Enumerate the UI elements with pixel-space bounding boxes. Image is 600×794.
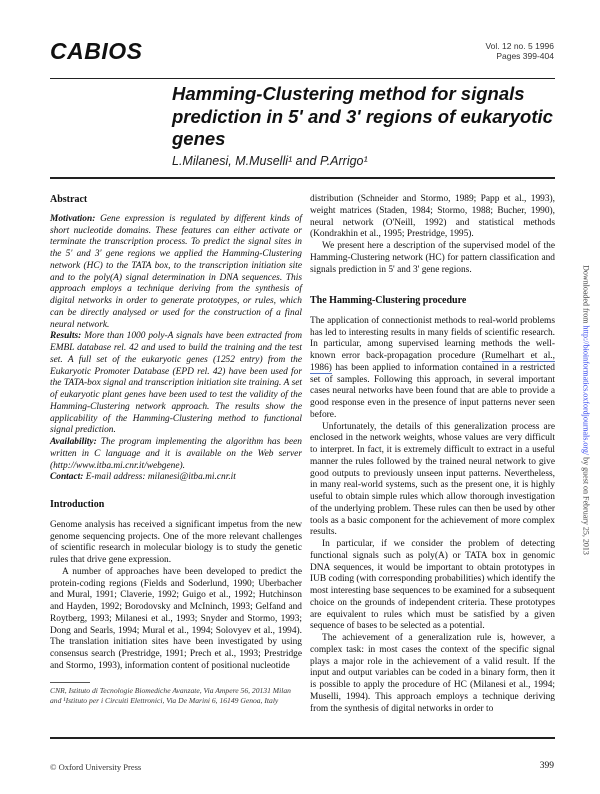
abstract-heading: Abstract [50, 194, 88, 205]
procedure-paragraph-2: Unfortunately, the details of this generalization process are enclosed in the network weights, whose values are very difficult to interpret. In fact, it is extremely difficult to extract in a useful manner the rules followed by the trained neural network to give good outputs to previously unseen input patterns. Nevertheless, in many real-world systems, such as the present one, it is highly useful to obtain simple rules which allow thorough investigation of the underlying problem. These rules can then be used by other tools as a basic component for the achievement of more complex results. [310, 421, 555, 538]
authors: L.Milanesi, M.Muselli¹ and P.Arrigo¹ [172, 154, 368, 168]
volume-issue: Vol. 12 no. 5 1996 [485, 41, 554, 51]
page-number: 399 [539, 761, 554, 771]
intro-paragraph-1: Genome analysis has received a significant impetus from the new genome sequencing projects. One of the more relevant challenges of scientific research in molecular biology is to study the genetic rules that drive gene expression. [50, 519, 302, 565]
abstract-availability: Availability: The program implementing the algorithm has been written in C language and it is available on the Web server (http://www.itba.mi.cnr.it/webgene). [50, 437, 302, 471]
abstract-section [50, 194, 302, 484]
abstract-motivation: Motivation: Gene expression is regulated by different kinds of short nucleotide domains. These features can either activate or terminate the transcription process. To predict the signal sites in the 5' and 3' gene regions we applied the Hamming-Clustering network (HC) to the TATA box, to the transcription initiation site and to the poly(A) signal determination in DNA sequences. This approach employs a technique deriving from the synthesis of digital networks in order to generate prototypes, or rules, which can be directly analysed or used for the construction of a final neural network. [50, 213, 302, 330]
introduction-heading: Introduction [50, 499, 105, 510]
header-rule [50, 78, 555, 79]
procedure-paragraph-1: The application of connectionist methods to real-world problems has led to interesting results in many fields of scientific research. In particular, among supervised learning methods the well-known error back-propagation procedure (Rumelhart et al., 1986) has been applied to information contained in a restricted set of samples. Following this approach, in several important cases neural networks have been found that are able to provide a good response even in the presence of input patterns never seen before. [310, 315, 555, 420]
procedure-paragraph-4: The achievement of a generalization rule is, however, a complex task: in most cases the context of the specific signal plays a major role in the achievement of a valid result. If the input and output variables can be coded in a binary form, then it is possible to apply the procedure of HC (Milanesi et al., 1994; Muselli, 1994). This approach employs a technique deriving from the synthesis of digital networks in order to [310, 633, 555, 714]
publisher-copyright: © Oxford University Press [50, 762, 142, 772]
volume-info [485, 41, 554, 61]
footnote-rule [50, 682, 90, 683]
rumelhart-reference-link[interactable]: (Rumelhart et al., 1986) [310, 351, 555, 373]
intro-paragraph-2-cont: distribution (Schneider and Stormo, 1989; Papp et al., 1993), weight matrices (Staden, 1984; Stormo, 1988; Bucher, 1990), neural network (O'Neill, 1992) and statistical methods (Kondrakhin et al., 1995; Prestridge, 1995). [310, 194, 555, 240]
page-range: Pages 399-404 [496, 51, 554, 61]
procedure-heading: The Hamming-Clustering procedure [310, 295, 467, 306]
affiliation-footnote: CNR, Istituto di Tecnologie Biomediche Avanzate, Via Ampere 56, 20131 Milan and ¹Istituto per i Circuiti Elettronici, Via De Marini 6, 16149 Genoa, Italy [50, 686, 291, 705]
title-rule [50, 177, 555, 179]
journal-name: CABIOS [50, 38, 143, 64]
journal-url-link[interactable]: http://bioinformatics.oxfordjournals.org/ [581, 325, 591, 456]
abstract-contact: Contact: E-mail address: milanesi@itba.mi.cnr.it [50, 472, 236, 483]
intro-paragraph-3: We present here a description of the supervised model of the Hamming-Clustering network (HC) for pattern classification and signals prediction in 5' and 3' gene regions. [310, 241, 555, 275]
download-watermark: Downloaded from http://bioinformatics.oxfordjournals.org/ by guest on February 25, 2013 [581, 265, 591, 555]
intro-paragraph-2: A number of approaches have been developed to predict the protein-coding regions (Fields and Soderlund, 1990; Uberbacher and Mural, 1991; Claverie, 1992; Guigo et al., 1992; Hutchinson and Hayden, 1992; Borodovsky and McIninch, 1993; Gelfand and Roytberg, 1993; Milanesi et al., 1993; Snyder and Stormo, 1993; Dong and Searls, 1994; Mural et al., 1994; Solovyev et al., 1994). The translation initiation sites have been investigated by using consensus search (Prestridge, 1991; Prech et al., 1993; Prestridge and Stormo, 1993), information content of positional nucleotide [50, 566, 302, 671]
footer-rule [50, 737, 555, 739]
procedure-section [310, 295, 555, 715]
introduction-continued [310, 194, 555, 276]
abstract-results: Results: More than 1000 poly-A signals have been extracted from EMBL database rel. 42 and used to build the training and the test set. A full set of the eukaryotic genes (1252 entry) from the Eukaryotic Promoter Database (EPD rel. 42) have been used for the TATA-box signal and transcription initiation site training. A set of eukaryotic plant genes have been used to test the validity of the Hamming-Clustering network approach. The results show the applicability of the Hamming-Clustering method to functional signal prediction. [50, 331, 303, 436]
introduction-section [50, 499, 302, 673]
paper-title: Hamming-Clustering method for signals prediction in 5' and 3' regions of eukaryotic genes [172, 83, 553, 149]
procedure-paragraph-3: In particular, if we consider the problem of detecting functional signals such as poly(A) or TATA box in genomic DNA sequences, it would be important to obtain prototypes in IUB coding (with corresponding probabilities) which identify the most interesting base sequences to be examined for a subsequent choice on the grounds of independent criteria. These prototypes are equivalent to rules which must be satisfied by a given sequence of bases to be selected as a potential. [310, 539, 555, 632]
